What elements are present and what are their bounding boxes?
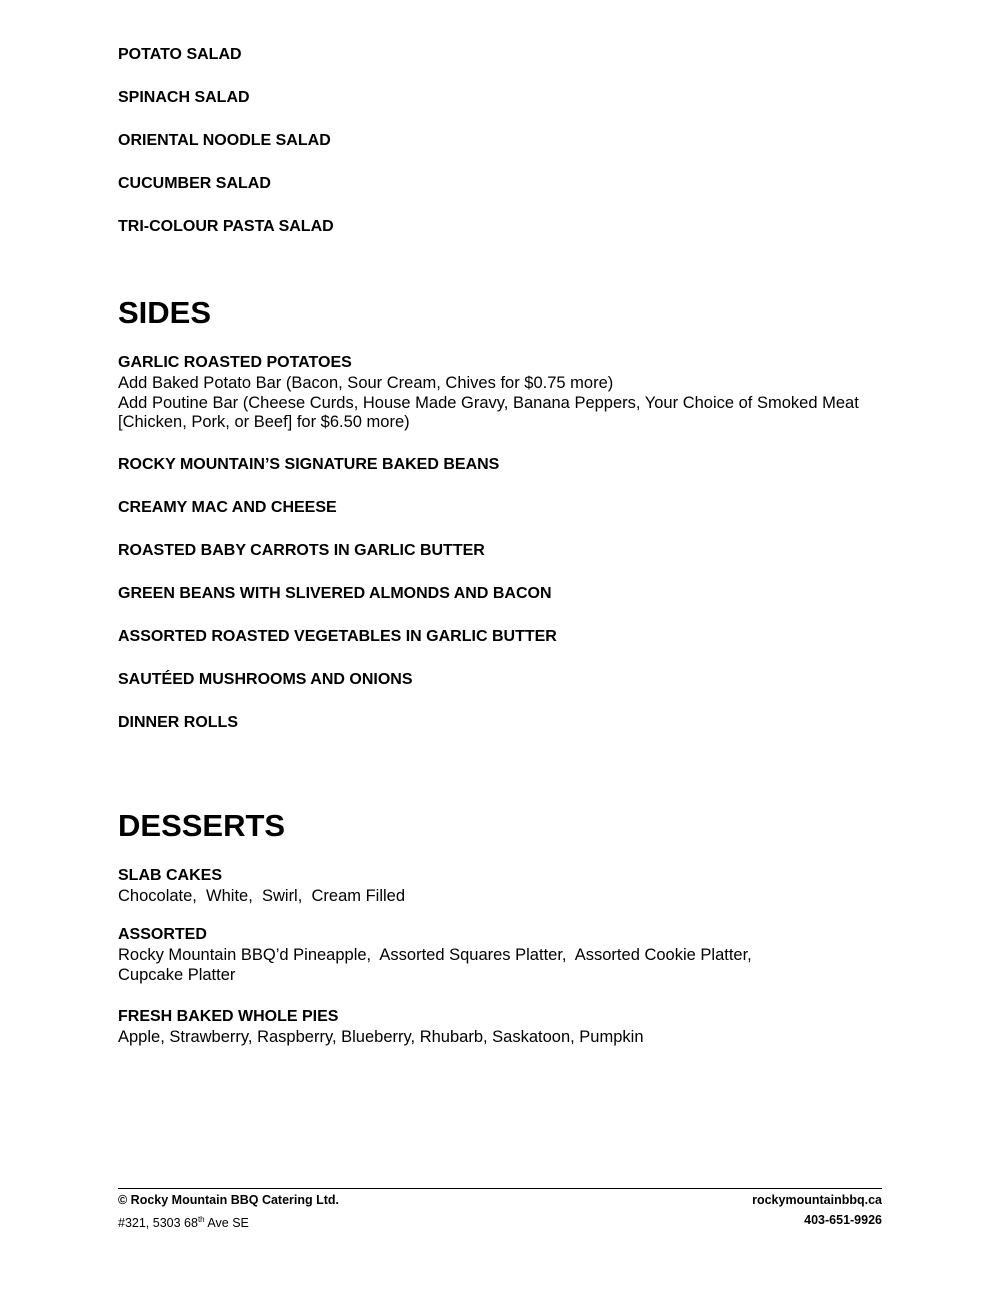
- salad-item: ORIENTAL NOODLE SALAD: [118, 132, 331, 149]
- footer-address-main: #321, 5303 68: [118, 1216, 198, 1230]
- dessert-item-description: Cupcake Platter: [118, 966, 236, 984]
- desserts-heading: DESSERTS: [118, 808, 286, 843]
- side-item-description: Add Baked Potato Bar (Bacon, Sour Cream, Chives for $0.75 more): [118, 374, 614, 392]
- footer-address: [118, 1212, 249, 1231]
- salad-item: SPINACH SALAD: [118, 89, 250, 106]
- footer-website: rockymountainbbq.ca: [752, 1193, 882, 1207]
- side-item: ASSORTED ROASTED VEGETABLES IN GARLIC BUTTER: [118, 628, 557, 645]
- side-item: ROCKY MOUNTAIN’S SIGNATURE BAKED BEANS: [118, 456, 500, 473]
- dessert-item-description: Chocolate, White, Swirl, Cream Filled: [118, 887, 406, 905]
- side-item-title: GARLIC ROASTED POTATOES: [118, 354, 352, 371]
- side-item-description: Add Poutine Bar (Cheese Curds, House Made Gravy, Banana Peppers, Your Choice of Smoked Meat: [118, 394, 859, 412]
- footer-divider: [118, 1188, 882, 1189]
- dessert-item-title: SLAB CAKES: [118, 867, 223, 884]
- footer-address-tail: Ave SE: [204, 1216, 249, 1230]
- side-item: SAUTÉED MUSHROOMS AND ONIONS: [118, 671, 413, 688]
- sides-heading: SIDES: [118, 295, 212, 330]
- dessert-item-description: Apple, Strawberry, Raspberry, Blueberry, Rhubarb, Saskatoon, Pumpkin: [118, 1028, 644, 1046]
- salad-item: CUCUMBER SALAD: [118, 175, 271, 192]
- footer-phone: 403-651-9926: [804, 1213, 882, 1227]
- footer-company: © Rocky Mountain BBQ Catering Ltd.: [118, 1193, 340, 1207]
- side-item: DINNER ROLLS: [118, 714, 238, 731]
- side-item: GREEN BEANS WITH SLIVERED ALMONDS AND BACON: [118, 585, 552, 602]
- dessert-item-description: Rocky Mountain BBQ’d Pineapple, Assorted Squares Platter, Assorted Cookie Platter,: [118, 946, 752, 964]
- footer-address-sup: th: [197, 1215, 205, 1224]
- side-item: ROASTED BABY CARROTS IN GARLIC BUTTER: [118, 542, 485, 559]
- salad-item: TRI-COLOUR PASTA SALAD: [118, 218, 334, 235]
- salad-item: POTATO SALAD: [118, 46, 242, 63]
- dessert-item-title: ASSORTED: [118, 926, 207, 943]
- side-item-description: [Chicken, Pork, or Beef] for $6.50 more): [118, 413, 410, 431]
- side-item: CREAMY MAC AND CHEESE: [118, 499, 337, 516]
- dessert-item-title: FRESH BAKED WHOLE PIES: [118, 1008, 339, 1025]
